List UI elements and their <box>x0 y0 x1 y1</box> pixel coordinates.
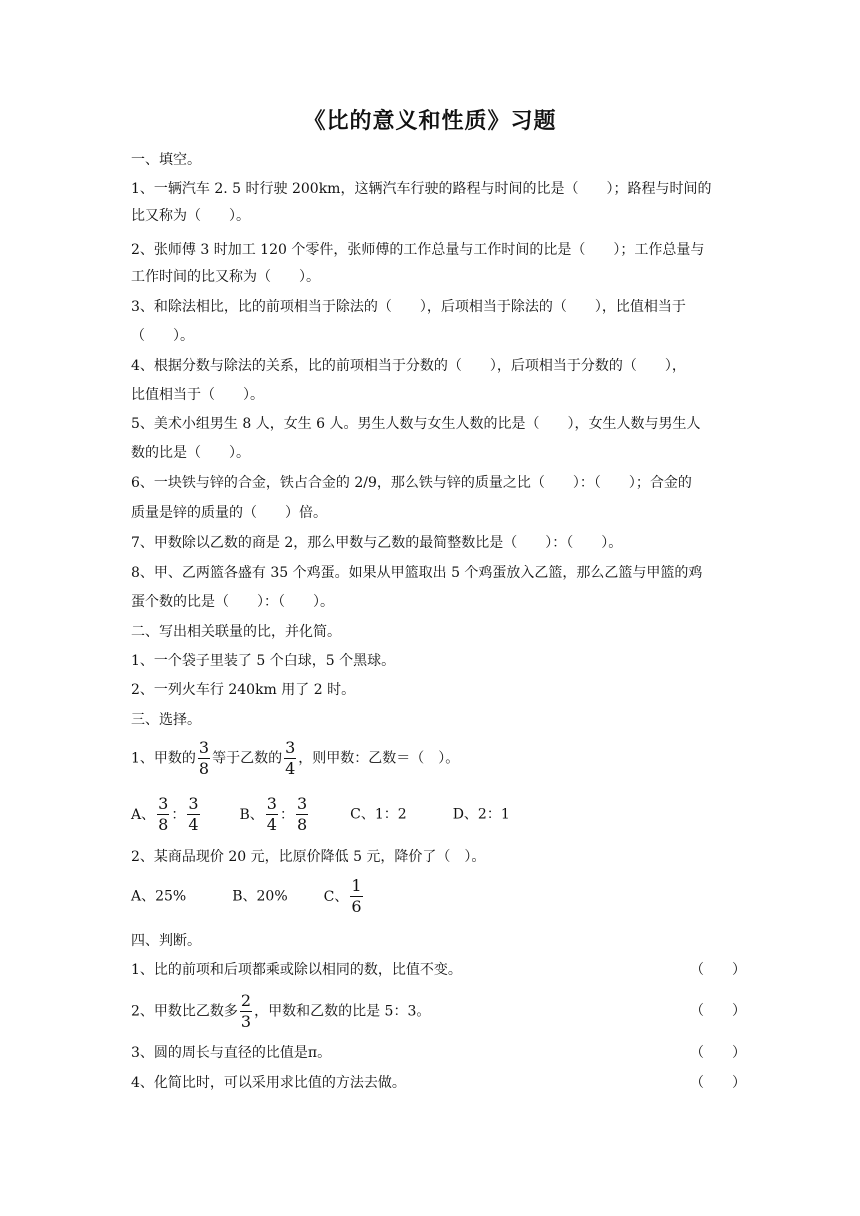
question-1-4-line-1: 4、根据分数与除法的关系，比的前项相当于分数的（ ），后项相当于分数的（ ）， <box>131 358 686 374</box>
fraction-denominator: 8 <box>158 815 169 834</box>
option-a-fraction-2 <box>187 796 199 833</box>
judgement-2-text-2: ，甲数和乙数的比是 5：3。 <box>254 1003 431 1020</box>
option-a: A、25% <box>131 888 187 905</box>
question-1-3-line-2: （ ）。 <box>131 328 194 344</box>
question-1-1-line-1: 1、一辆汽车 2. 5 时行驶 200km，这辆汽车行驶的路程与时间的比是（ ）；路程与时间的 <box>131 181 712 197</box>
judgement-1: 1、比的前项和后项都乘或除以相同的数，比值不变。 <box>131 962 462 978</box>
question-2-2: 2、一列火车行 240km 用了 2 时。 <box>131 682 356 698</box>
judgement-3: 3、圆的周长与直径的比值是π。 <box>131 1045 332 1061</box>
fraction-denominator: 4 <box>266 815 277 834</box>
question-3-1-text-1: 1、甲数的 <box>131 750 196 767</box>
judgement-1-answer-bracket[interactable]: （ ） <box>690 962 746 978</box>
fraction-denominator: 8 <box>296 815 308 834</box>
option-b-fraction-1 <box>266 796 278 833</box>
question-1-8-line-1: 8、甲、乙两篮各盛有 35 个鸡蛋。如果从甲篮取出 5 个鸡蛋放入乙篮，那么乙篮与甲篮的鸡 <box>131 565 703 581</box>
option-c: C、1：2 <box>350 806 407 823</box>
question-1-2-line-1: 2、张师傅 3 时加工 120 个零件，张师傅的工作总量与工作时间的比是（ ）；工作总量与 <box>131 242 705 258</box>
option-b: B、20% <box>232 888 288 905</box>
option-b-fraction-2 <box>296 796 308 833</box>
option-b-label: B、 <box>239 806 264 823</box>
question-1-5-line-1: 5、美术小组男生 8 人，女生 6 人。男生人数与女生人数的比是（ ），女生人数与男生人 <box>131 416 701 432</box>
fraction-numerator: 3 <box>158 794 169 813</box>
section-2-heading: 二、写出相关联量的比，并化简。 <box>131 624 341 640</box>
fraction-denominator: 3 <box>240 1012 252 1031</box>
question-1-6-line-1: 6、一块铁与锌的合金，铁占合金的 2/9，那么铁与锌的质量之比（ ）：（ ）；合金的 <box>131 475 692 491</box>
question-3-1-text-2: 等于乙数的 <box>212 750 283 767</box>
question-1-8-line-2: 蛋个数的比是（ ）：（ ）。 <box>131 594 334 610</box>
option-c-label: C、 <box>323 888 349 905</box>
judgement-3-answer-bracket[interactable]: （ ） <box>690 1045 746 1061</box>
ratio-separator: ： <box>279 806 294 823</box>
fraction-2-3 <box>240 993 252 1030</box>
judgement-2-text-1: 2、甲数比乙数多 <box>131 1003 238 1020</box>
fraction-denominator: 4 <box>285 759 296 778</box>
option-a-fraction-1 <box>157 796 169 833</box>
section-1-heading: 一、填空。 <box>131 152 201 168</box>
fraction-numerator: 3 <box>198 738 210 757</box>
option-c <box>323 876 365 916</box>
judgement-2-answer-bracket[interactable]: （ ） <box>690 1003 746 1019</box>
question-1-1-line-2: 比又称为（ ）。 <box>131 208 250 224</box>
question-3-1 <box>131 740 459 777</box>
ratio-separator: ： <box>171 806 186 823</box>
question-1-4-line-2: 比值相当于（ ）。 <box>131 387 264 403</box>
section-4-heading: 四、判断。 <box>131 933 201 949</box>
judgement-4-answer-bracket[interactable]: （ ） <box>690 1075 746 1091</box>
question-3-1-options <box>131 796 510 833</box>
question-1-5-line-2: 数的比是（ ）。 <box>131 445 250 461</box>
question-1-6-line-2: 质量是锌的质量的（ ）倍。 <box>131 505 327 521</box>
question-3-2-options <box>131 878 365 915</box>
option-a <box>131 794 202 834</box>
question-1-7: 7、甲数除以乙数的商是 2，那么甲数与乙数的最简整数比是（ ）：（ ）。 <box>131 535 623 551</box>
fraction-3-4 <box>284 740 296 777</box>
fraction-numerator: 3 <box>296 794 308 813</box>
option-b <box>239 794 311 834</box>
section-3-heading: 三、选择。 <box>131 712 201 728</box>
fraction-1-6 <box>350 878 362 915</box>
judgement-2 <box>131 993 430 1030</box>
fraction-denominator: 8 <box>198 759 210 778</box>
question-3-1-text-3: ，则甲数：乙数＝（ ）。 <box>298 750 460 767</box>
question-1-2-line-2: 工作时间的比又称为（ ）。 <box>131 269 320 285</box>
fraction-3-8 <box>198 740 210 777</box>
fraction-numerator: 3 <box>188 794 199 813</box>
judgement-4: 4、化简比时，可以采用求比值的方法去做。 <box>131 1075 406 1091</box>
fraction-denominator: 4 <box>188 815 199 834</box>
question-1-3-line-1: 3、和除法相比，比的前项相当于除法的（ ），后项相当于除法的（ ），比值相当于 <box>131 299 686 315</box>
fraction-numerator: 2 <box>240 991 252 1010</box>
option-d: D、2：1 <box>452 806 510 823</box>
question-2-1: 1、一个袋子里装了 5 个白球，5 个黑球。 <box>131 653 396 669</box>
fraction-numerator: 1 <box>351 876 362 895</box>
page-title: 《比的意义和性质》习题 <box>303 109 557 134</box>
fraction-numerator: 3 <box>266 794 277 813</box>
fraction-numerator: 3 <box>285 738 296 757</box>
fraction-denominator: 6 <box>351 897 362 916</box>
question-3-2: 2、某商品现价 20 元，比原价降低 5 元，降价了（ ）。 <box>131 849 486 865</box>
option-a-label: A、 <box>131 806 156 823</box>
